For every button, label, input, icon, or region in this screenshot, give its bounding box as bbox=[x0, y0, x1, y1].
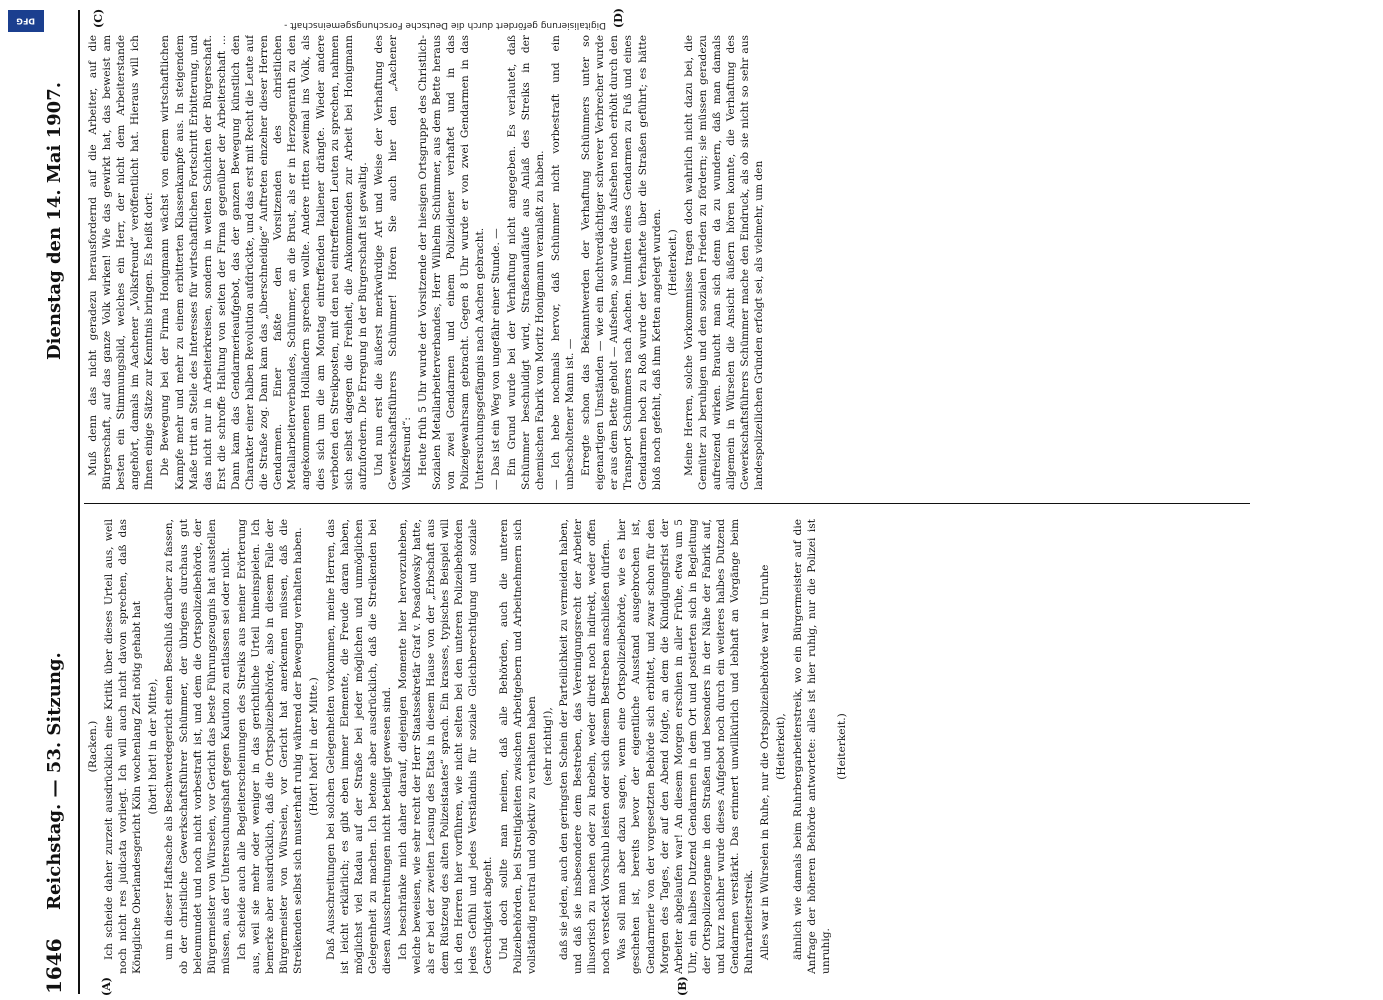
margin-marker-b: (B) bbox=[676, 976, 689, 996]
paragraph: Ein Grund wurde bei der Verhaftung nicht angegeben. Es verlautet, daß Schümmer beschuldigt wird, Straßenaufläufe aus Anlaß des Streiks in der chemischen Fabrik von Moritz Honigmann veranlaßt zu haben. bbox=[505, 35, 546, 490]
interjection: (Heiterkeit.) bbox=[835, 713, 848, 780]
running-title: Reichstag. — 53. Sitzung. bbox=[44, 652, 65, 910]
header-rule bbox=[78, 10, 80, 994]
paragraph: Und nun erst die äußerst merkwürdige Art und Weise der Verhaftung des Gewerkschaftsführers Schümmer! Hören Sie auch hier den „Aachener Volksfreund“: bbox=[372, 35, 414, 490]
margin-marker-c: (C) bbox=[92, 8, 105, 28]
speaker-aside: — Ich hebe nochmals hervor, daß Schümmer nicht vorbestraft und ein unbescholtener Mann ist. — bbox=[550, 35, 577, 490]
interjection: (Racken.) bbox=[87, 720, 99, 773]
right-text-column bbox=[86, 35, 1270, 490]
interjection: (Heiterkeit.) bbox=[666, 229, 679, 296]
paragraph: Daß Ausschreitungen bei solchen Gelegenheiten vorkommen, meine Herren, das ist leicht erklärlich; es gibt eben immer Elemente, die Freude daran haben, möglichst viel Radau auf der Straße bei jeder möglichen und unmöglichen Gelegenheit zu machen. Ich betone aber ausdrücklich, daß die Streikenden bei diesen Ausschreitungen nicht beteiligt gewesen sind. bbox=[324, 519, 393, 974]
interjection: (Hört! hört! in der Mitte.) bbox=[308, 677, 321, 816]
paragraph: Was soll man aber dazu sagen, wenn eine Ortspolizeibehörde, wie es hier geschehen ist, bereits bevor der eigentliche Ausstand ausgebrochen ist, Gendarmerie von der vorgesetzten Behörde sich erbittet, und zwar schon für den Morgen des Tages, der auf den Abend folgte, an dem die Kündigungsfrist der Arbeiter abgelaufen war! An diesem Morgen erschien in aller Frühe, etwa um 5 Uhr, ein halbes Dutzend Gendarmen in dem Ort und postierten sich in Begleitung der Ortspolizeiorgane in den Straßen und besonders in der Nähe der Fabrik auf, und kurz nachher wurde dieses Aufgebot noch durch ein weiteres halbes Dutzend Gendarmen verstärkt. Das erinnert unwillkürlich und lebhaft an Vorgänge beim Ruhrarbeiterstreik. bbox=[616, 519, 756, 974]
paragraph: Ich beschränke mich daher darauf, diejenigen Momente hier hervorzuheben, welche beweisen, wie sehr recht der Herr Staatssekretär Graf v. Posadowsky hatte, als er bei der zweiten Lesung des Etats in diesem Hause von der „Erbschaft aus dem Rüstzeug des alten Polizeistaates“ sprach. Ein krasses, typisches Beispiel will ich den Herren hier vorführen, wie nicht selten bei den unteren Polizeibehörden jedes Gefühl und jedes Verständnis für soziale Gleichberechtigung und soziale Gerechtigkeit abgeht. bbox=[396, 519, 494, 974]
paragraph: ähnlich wie damals beim Ruhrbergarbeiterstreik, wo ein Bürgermeister auf die Anfrage der höheren Behörde antwortete: alles ist hier ruhig, nur die Polizei ist unruhig. bbox=[791, 519, 832, 974]
margin-marker-d: (D) bbox=[612, 8, 625, 28]
paragraph: daß sie jeden, auch den geringsten Schein der Parteilichkeit zu vermeiden haben, und daß sie insbesondere dem Bestreben, das Vereinigungsrecht der Arbeiter illusorisch zu machen oder zu knebeln, weder direkt noch indirekt, weder offen noch versteckt Vorschub leisten oder sich diesem Bestreben anschließen dürfen. bbox=[558, 519, 613, 974]
interjection: (Heiterkeit), bbox=[775, 713, 788, 780]
paragraph: um in dieser Haftsache als Beschwerdegericht einen Beschluß darüber zu fassen, ob der christliche Gewerkschaftsführer Schümmer, der übrigens durchaus gut beleumundet und noch nicht vorbestraft ist, und dem die Ortspolizeibehörde, der Bürgermeister von Würselen, vor Gericht das beste Führungszeugnis hat ausstellen müssen, aus der Untersuchungshaft gegen Kaution zu entlassen sei oder nicht. bbox=[163, 519, 232, 974]
interjection: (hört! hört! in der Mitte), bbox=[147, 678, 160, 815]
paragraph: Ich scheide auch alle Begleiterscheinungen des Streiks aus meiner Erörterung aus, weil sie mehr oder weniger in das gerichtliche Urteil hineinspielen. Ich bemerke aber ausdrücklich, daß die Ortspolizeibehörde, also in diesem Falle der Bürgermeister von Würselen, vor Gericht hat anerkennen müssen, daß die Streikenden selbst sich musterhaft ruhig während der Bewegung verhalten haben. bbox=[235, 519, 305, 974]
margin-marker-a: (A) bbox=[100, 977, 113, 996]
dfg-logo: DFG bbox=[8, 10, 44, 32]
session-date: Dienstag den 14. Mai 1907. bbox=[44, 82, 65, 360]
interjection: (sehr richtig!), bbox=[541, 707, 554, 786]
paragraph: Und doch sollte man meinen, daß alle Behörden, auch die unteren Polizeibehörden, bei Streitigkeiten zwischen Arbeitgebern und Arbeitnehmern sich vollständig neutral und objektiv zu verhalten haben bbox=[497, 519, 538, 974]
paragraph: Heute früh 5 Uhr wurde der Vorsitzende der hiesigen Ortsgruppe des Christlich-Sozialen Metallarbeiterverbandes, Herr Wilhelm Schümmer, aus dem Bette heraus von zwei Gendarmen und einem Polizeidiener verhaftet und in das Polizeigewahrsam gebracht. Gegen 8 Uhr wurde er von zwei Gendarmen in das Untersuchungsgefängnis nach Aachen gebracht. bbox=[417, 35, 486, 490]
page-number: 1646 bbox=[42, 938, 66, 994]
speaker-aside: — Das ist ein Weg von ungefähr einer Stunde. — bbox=[489, 228, 502, 490]
paragraph: Muß denn das nicht geradezu herausfordernd auf die Arbeiter, auf die Bürgerschaft, auf das ganze Volk wirken! Wie das gewirkt hat, das beweist am besten ein Stimmungsbild, welches ein Herr, der nicht dem Arbeiterstande angehört, damals im Aachener „Volksfreund“ veröffentlicht hat. Hieraus will ich Ihnen einige Sätze zur Kenntnis bringen. Es heißt dort: bbox=[87, 35, 156, 490]
page-header bbox=[36, 0, 76, 1000]
paragraph: Alles war in Würselen in Ruhe, nur die Ortspolizeibehörde war in Unruhe bbox=[759, 564, 772, 960]
paragraph: Erregte schon das Bekanntwerden der Verhaftung Schümmers unter so eigenartigen Umständen — wie ein fluchtverdächtiger schwerer Verbrecher wurde er aus dem Bette geholt — Aufsehen, so wurde das Aufsehen noch erhöht durch den Transport Schümmers nach Aachen. Inmitten eines Gendarmen zu Fuß und eines Gendarmen hoch zu Roß wurde der Verhaftete über die Straßen geführt; es hätte bloß noch gefehlt, daß ihm Ketten angelegt wurden. bbox=[580, 35, 663, 490]
paragraph: Ich scheide daher zurzeit ausdrücklich eine Kritik über dieses Urteil aus, weil noch nicht res judicata vorliegt. Ich will auch nicht davon sprechen, daß das Königliche Oberlandesgericht Köln wochenlang Zeit nötig gehabt hat bbox=[103, 519, 144, 974]
column-divider bbox=[84, 503, 1250, 504]
paragraph: Meine Herren, solche Vorkommnisse tragen doch wahrlich nicht dazu bei, die Gemüter zu beruhigen und den sozialen Frieden zu fördern; sie müssen geradezu aufreizend wirken. Braucht man sich denn da zu wundern, daß man damals allgemein in Würselen die Ansicht äußern hören konnte, die Verhaftung des Gewerkschaftsführers Schümmer mache den Eindruck, als ob sie nicht so sehr aus landespolizeilichen Gründen erfolgt sei, als vielmehr, um den bbox=[682, 35, 766, 490]
digitization-credit: Digitalisierung gefördert durch die Deutsche Forschungsgemeinschaft - bbox=[284, 20, 606, 30]
paragraph: Die Bewegung bei der Firma Honigmann wächst von einem wirtschaftlichen Kampfe mehr und mehr zu einem erbitterten Klassenkampfe aus. In steigendem Maße tritt an Stelle des Interesses für wirtschaftlichen Fortschritt Erbitterung, und das nicht nur in Arbeiterkreisen, sondern in weiten Schichten der Bürgerschaft. Erst die schroffe Haltung von seiten der Firma gegenüber der Arbeiterschaft ... Dann kam das Gendarmerieaufgebot, das der ganzen Bewegung künstlich den Charakter einer halben Revolution aufdrückte, und das erst mit Recht die Leute auf die Straße zog. Dann kam das „überschneidige“ Auftreten einzelner dieser Herren Gendarmen. Einer faßte den Vorsitzenden des christlichen Metallarbeiterverbandes, Schümmer, an die Brust, als er in Herzogenrath zu den angekommenen Holländern sprechen wollte. Andere ritten zweimal ins Volk, als dies sich um die am Montag eintreffenden Italiener drängte. Wieder andere verboten den Streikposten, mit den neu eintreffenden Leuten zu sprechen, nahmen sich selbst dagegen die Freiheit, die Ankommenden zur Arbeit bei Honigmann aufzufordern. Die Erregung in der Bürgerschaft ist gewaltig. bbox=[159, 35, 369, 490]
left-text-column bbox=[86, 519, 1270, 974]
